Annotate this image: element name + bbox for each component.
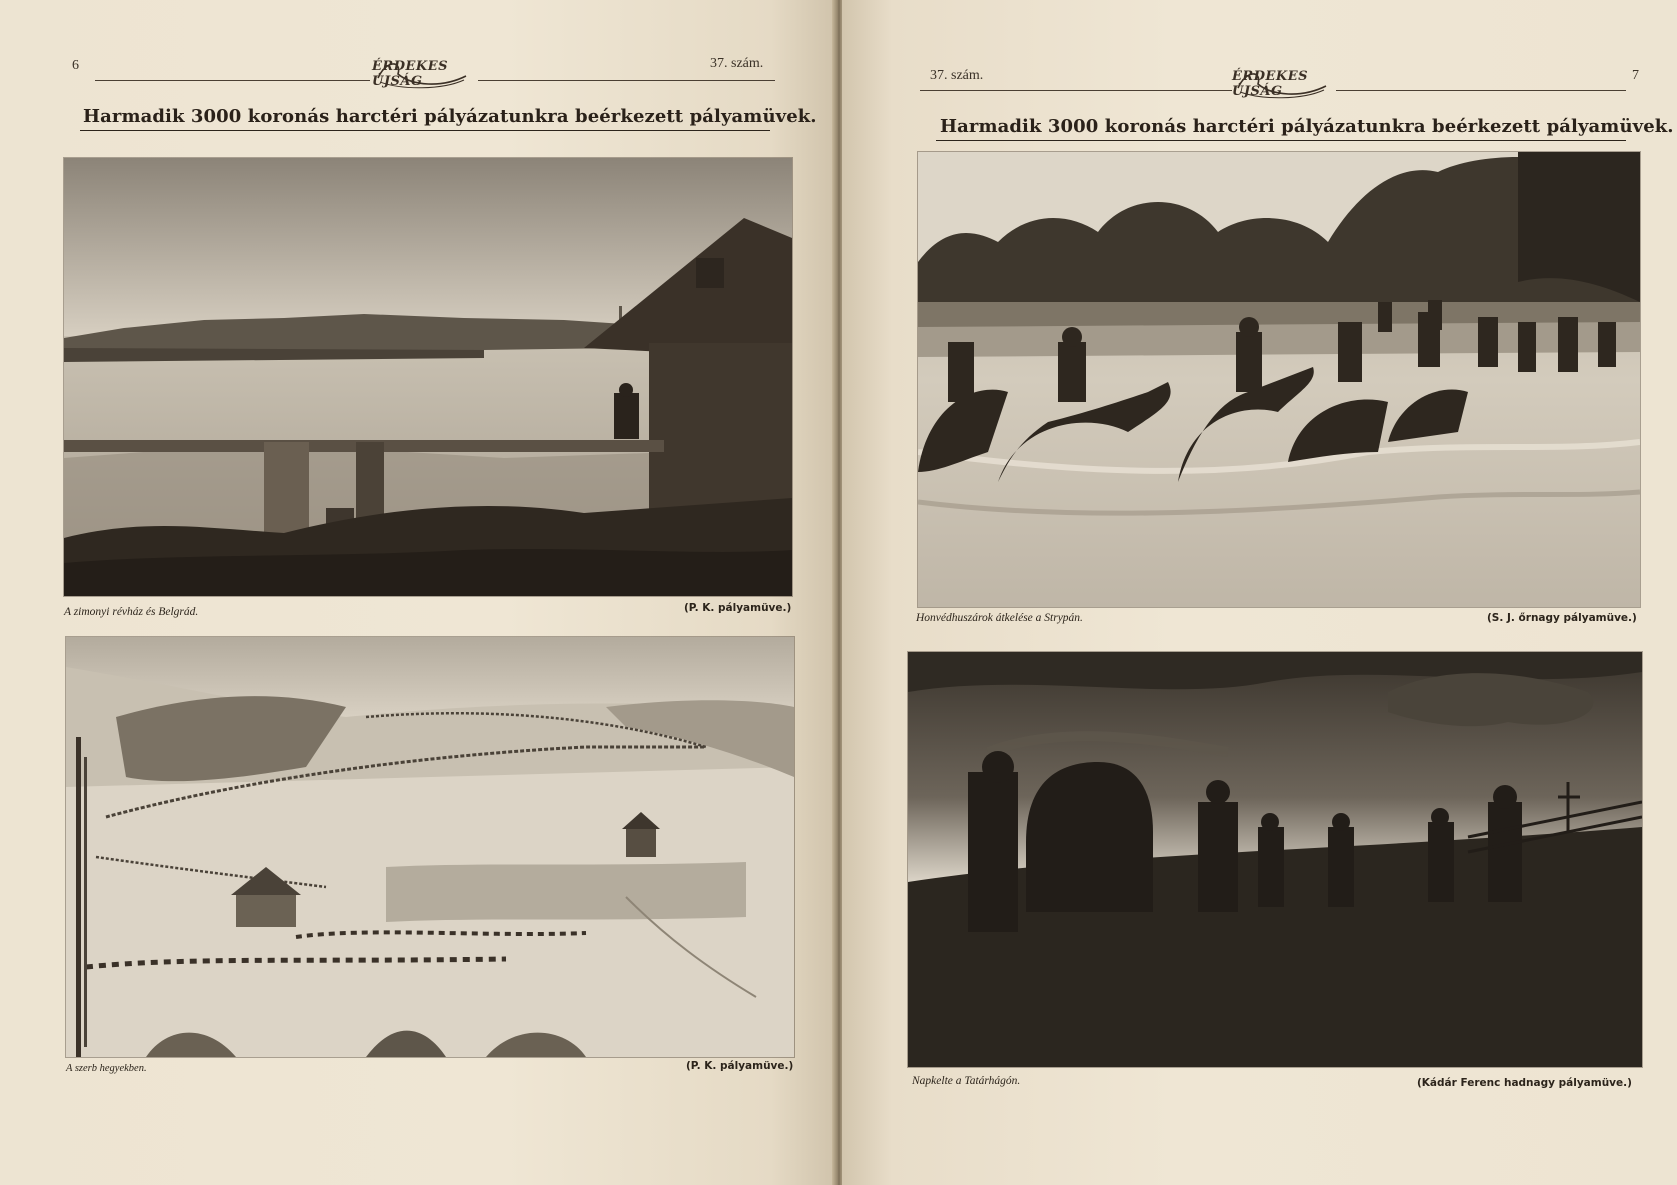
headline: Harmadik 3000 koronás harctéri pályázatunkra beérkezett pályamüvek.: [83, 106, 817, 127]
photo-caption: A szerb hegyekben.: [66, 1063, 147, 1074]
header-rule: [1336, 90, 1626, 91]
headline-underline: [936, 140, 1626, 141]
photo-hussars-crossing: [918, 152, 1640, 607]
photo-caption: Honvédhuszárok átkelése a Strypán.: [916, 612, 1083, 624]
page-number: 6: [72, 58, 79, 73]
magazine-logo: [1232, 66, 1332, 102]
photo-credit: (P. K. pályamüve.): [686, 1060, 794, 1072]
magazine-logo: [372, 56, 472, 92]
header-rule: [95, 80, 370, 81]
header-rule: [920, 90, 1232, 91]
photo-credit: (P. K. pályamüve.): [684, 602, 792, 614]
left-page: [0, 0, 838, 1185]
issue-number: 37. szám.: [930, 68, 984, 83]
right-page: [842, 0, 1677, 1185]
logo-text: ÉRDEKES ÚJSÁG: [372, 59, 448, 89]
photo-zimony-belgrade: [64, 158, 792, 596]
photo-sunrise-tatarhago: [908, 652, 1642, 1067]
logo-text: ÉRDEKES ÚJSÁG: [1232, 69, 1308, 99]
issue-number: 37. szám.: [710, 56, 764, 71]
headline: Harmadik 3000 koronás harctéri pályázatunkra beérkezett pályamüvek.: [940, 116, 1674, 137]
page-number: 7: [1632, 68, 1639, 83]
photo-credit: (Kádár Ferenc hadnagy pályamüve.): [1417, 1077, 1632, 1089]
photo-serbian-mountains: [66, 637, 794, 1057]
photo-caption: A zimonyi révház és Belgrád.: [64, 606, 199, 618]
photo-credit: (S. J. őrnagy pályamüve.): [1487, 612, 1637, 624]
photo-caption: Napkelte a Tatárhágón.: [912, 1075, 1021, 1087]
header-rule: [478, 80, 775, 81]
headline-underline: [80, 130, 770, 131]
